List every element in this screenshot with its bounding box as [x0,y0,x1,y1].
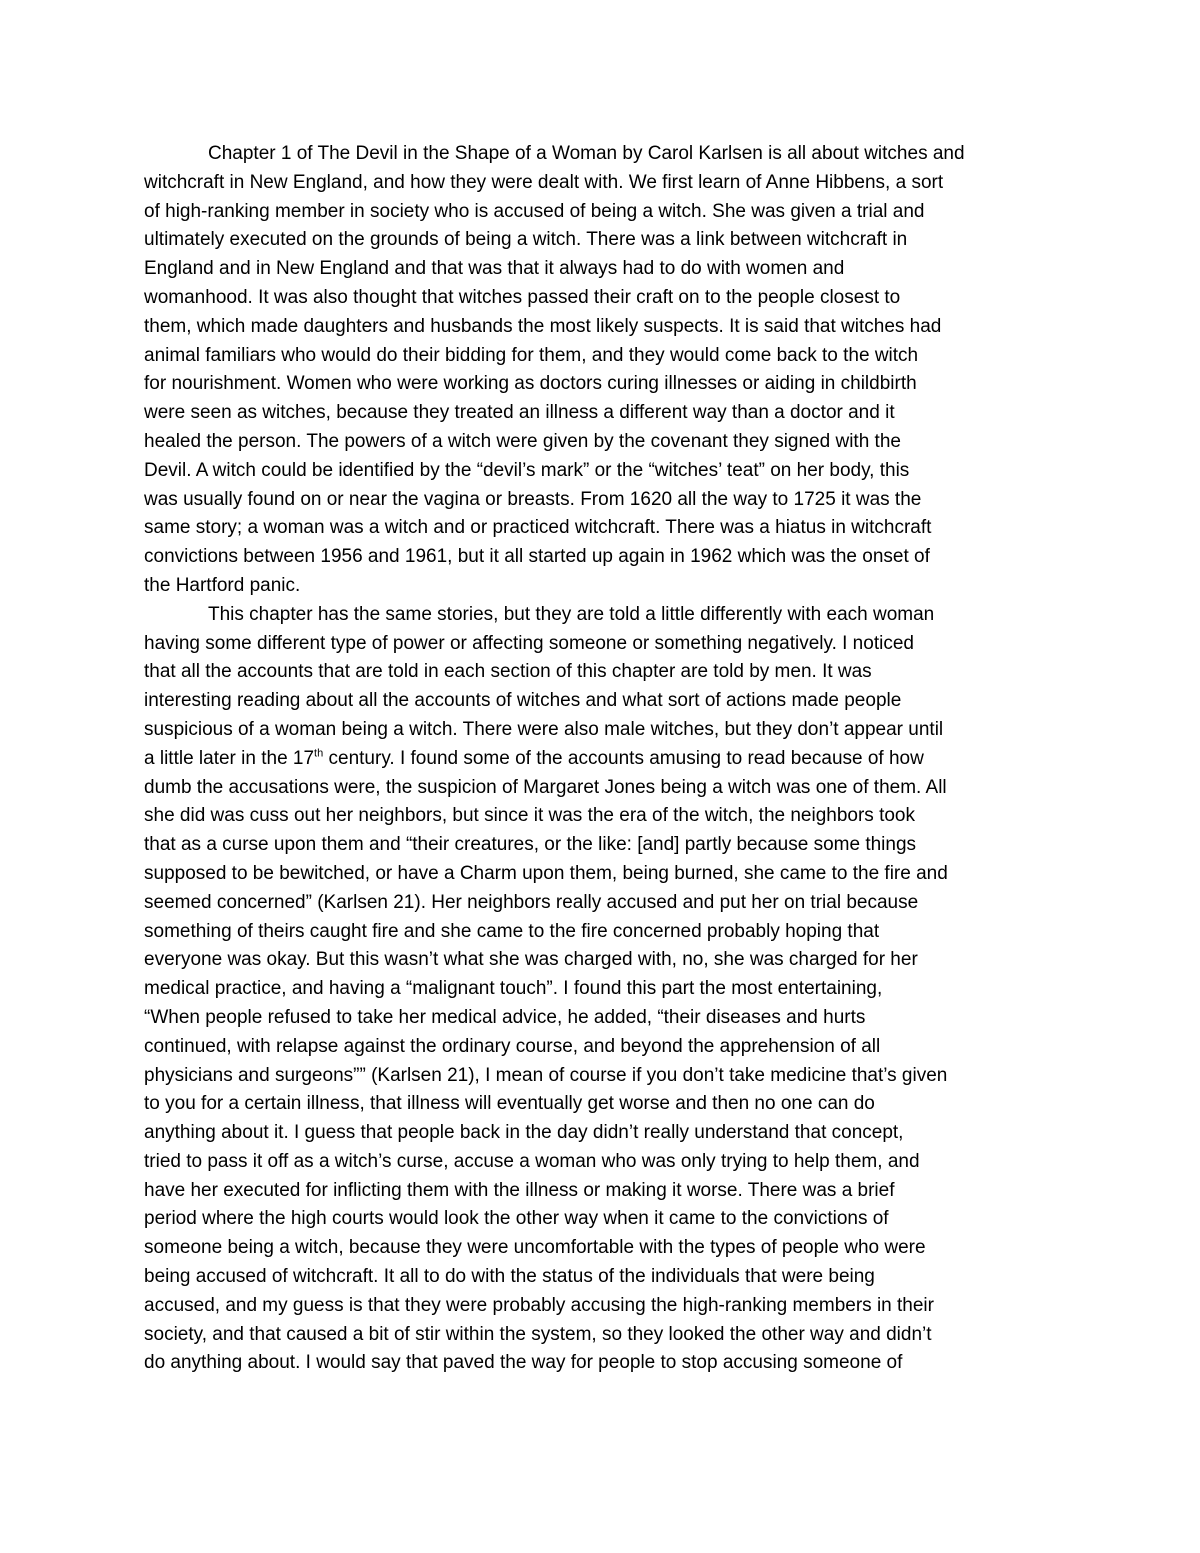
ordinal-superscript: th [314,747,324,760]
paragraph-2-line-25: accused, and my guess is that they were probably accusing the high-ranking members in their [144,1294,934,1316]
paragraph-2-line-7: dumb the accusations were, the suspicion of Margaret Jones being a witch was one of them. All [144,776,947,798]
paragraph-2-line-27: do anything about. I would say that paved the way for people to stop accusing someone of [144,1352,903,1374]
paragraph-1-line-12: Devil. A witch could be identified by the “devil’s mark” or the “witches’ teat” on her body, this [144,459,910,481]
paragraph-1-line-6: womanhood. It was also thought that witches passed their craft on to the people closest to [144,286,901,308]
paragraph-2-line-5: suspicious of a woman being a witch. There were also male witches, but they don’t appear until [144,718,944,740]
paragraph-2-line-18: to you for a certain illness, that illness will eventually get worse and then no one can do [144,1093,875,1115]
paragraph-1-line-10: were seen as witches, because they treated an illness a different way than a doctor and it [144,402,895,424]
paragraph-1-line-1: Chapter 1 of The Devil in the Shape of a Woman by Carol Karlsen is all about witches and [208,143,965,164]
paragraph-2-line-15: “When people refused to take her medical advice, he added, “their diseases and hurts [144,1006,866,1028]
paragraph-1-line-16: the Hartford panic. [144,574,301,596]
paragraph-1-line-7: them, which made daughters and husbands the most likely suspects. It is said that witches had [144,315,942,337]
paragraph-1-line-4: ultimately executed on the grounds of being a witch. There was a link between witchcraft in [144,229,908,251]
paragraph-2-line-13: everyone was okay. But this wasn’t what she was charged with, no, she was charged for her [144,949,918,971]
paragraph-2-line-12: something of theirs caught fire and she came to the fire concerned probably hoping that [144,920,880,942]
essay-body [144,140,1074,1378]
paragraph-1-line-8: animal familiars who would do their bidding for them, and they would come back to the witch [144,344,919,366]
paragraph-2-line-11: seemed concerned” (Karlsen 21). Her neighbors really accused and put her on trial because [144,891,919,913]
paragraph-1-line-11: healed the person. The powers of a witch were given by the covenant they signed with the [144,430,901,452]
paragraph-1-line-9: for nourishment. Women who were working as doctors curing illnesses or aiding in childbirth [144,373,917,395]
paragraph-2-line-4: interesting reading about all the accounts of witches and what sort of actions made people [144,690,902,712]
paragraph-2-line-6 [144,745,1074,774]
line-text-before-superscript: a little later in the 17 [144,747,315,769]
paragraph-2-line-20: tried to pass it off as a witch’s curse, accuse a woman who was only trying to help them, and [144,1150,920,1172]
paragraph-2-line-23: someone being a witch, because they were uncomfortable with the types of people who were [144,1237,926,1259]
paragraph-2-line-3: that all the accounts that are told in each section of this chapter are told by men. It was [144,661,872,683]
paragraph-2-line-24: being accused of witchcraft. It all to do with the status of the individuals that were being [144,1266,875,1288]
paragraph-2-line-17: physicians and surgeons”” (Karlsen 21), I mean of course if you don’t take medicine that’s given [144,1064,948,1086]
paragraph-2-line-14: medical practice, and having a “malignant touch”. I found this part the most entertaining, [144,978,883,1000]
paragraph-1-line-13: was usually found on or near the vagina or breasts. From 1620 all the way to 1725 it was the [144,488,922,510]
paragraph-2-line-10: supposed to be bewitched, or have a Charm upon them, being burned, she came to the fire and [144,862,948,884]
paragraph-1-line-15: convictions between 1956 and 1961, but it all started up again in 1962 which was the onset of [144,546,930,568]
paragraph-2-line-22: period where the high courts would look the other way when it came to the convictions of [144,1208,889,1230]
paragraph-2-line-9: that as a curse upon them and “their creatures, or the like: [and] partly because some things [144,834,917,856]
paragraph-2-line-2: having some different type of power or affecting someone or something negatively. I noticed [144,632,914,654]
paragraph-2-line-26: society, and that caused a bit of stir within the system, so they looked the other way and didn’t [144,1323,932,1345]
paragraph-2-line-1: This chapter has the same stories, but they are told a little differently with each woman [208,603,935,625]
paragraph-1-line-2: witchcraft in New England, and how they were dealt with. We first learn of Anne Hibbens, a sort [144,171,944,193]
paragraph-1-line-5: England and in New England and that was that it always had to do with women and [144,258,845,280]
paragraph-1-line-14: same story; a woman was a witch and or practiced witchcraft. There was a hiatus in witchcraft [144,517,932,539]
paragraph-2-line-19: anything about it. I guess that people back in the day didn’t really understand that concept, [144,1122,904,1144]
line-text-after-superscript: century. I found some of the accounts amusing to read because of how [323,747,924,769]
paragraph-2-line-8: she did was cuss out her neighbors, but since it was the era of the witch, the neighbors took [144,805,915,827]
paragraph-2-line-16: continued, with relapse against the ordinary course, and beyond the apprehension of all [144,1035,881,1057]
paragraph-1-line-3: of high-ranking member in society who is accused of being a witch. She was given a trial and [144,200,925,222]
paragraph-2-line-21: have her executed for inflicting them with the illness or making it worse. There was a brief [144,1179,895,1201]
